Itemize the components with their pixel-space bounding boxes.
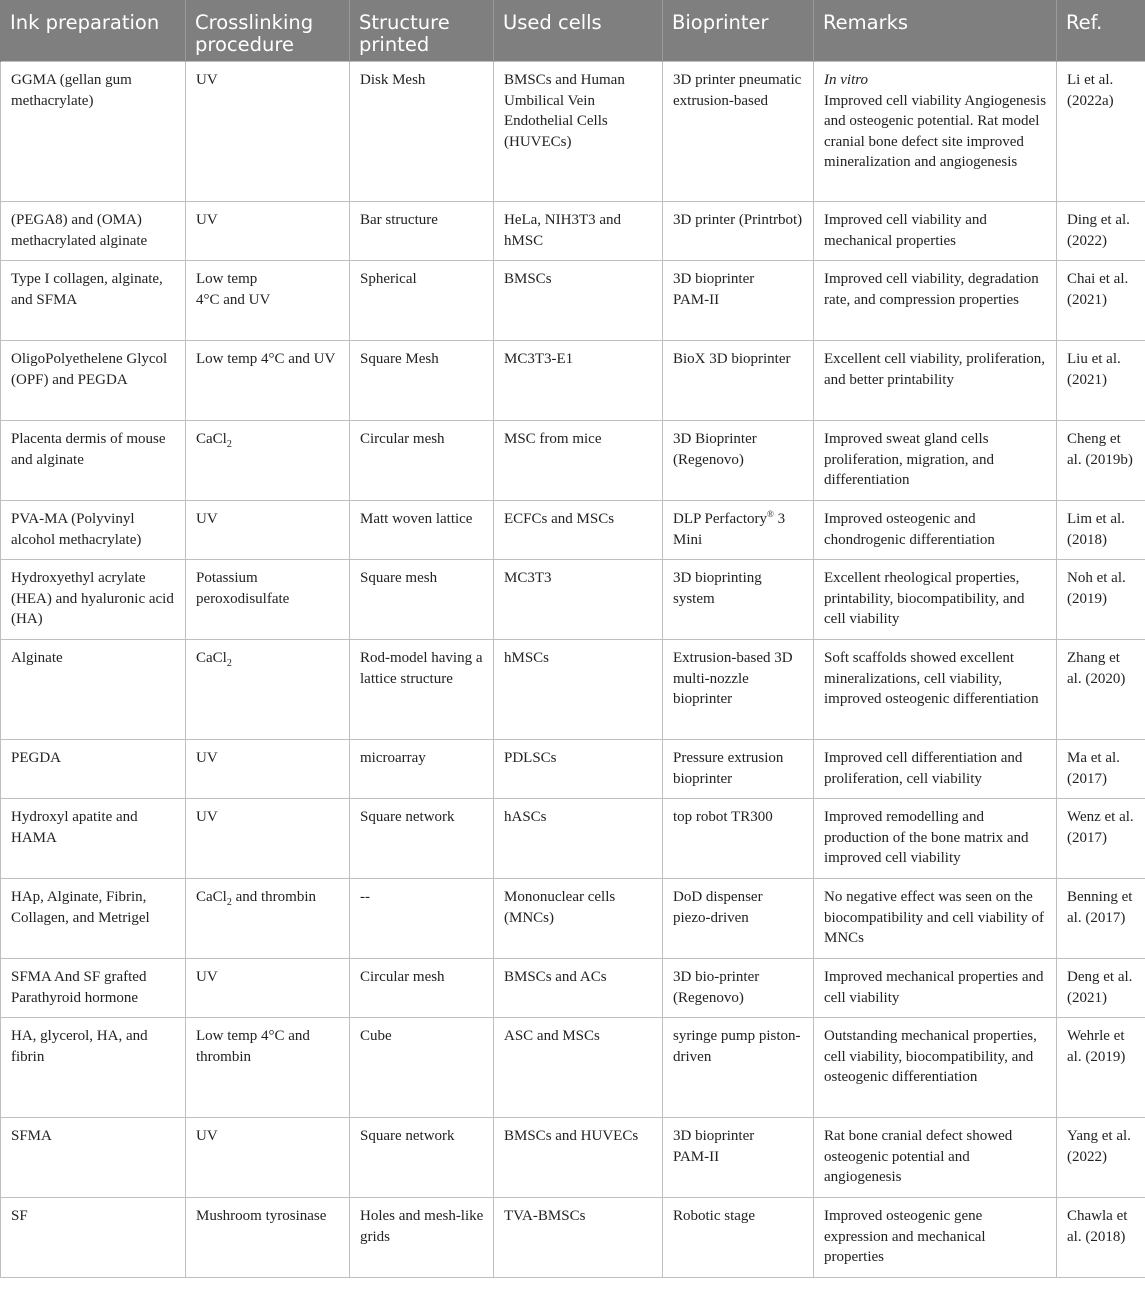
header-crosslinking-procedure: Crosslinking procedure xyxy=(186,0,350,62)
cell-ink: PVA-MA (Polyvinyl alcohol methacrylate) xyxy=(1,501,186,560)
printer-line: DoD dispenser xyxy=(673,889,763,905)
cell-ink: GGMA (gellan gum methacrylate) xyxy=(1,62,186,202)
cell-crosslink: Low temp 4°C and UV xyxy=(186,341,350,421)
cell-cells: ECFCs and MSCs xyxy=(494,501,663,560)
cell-cells: hASCs xyxy=(494,799,663,879)
cell-remarks: Improved remodelling and production of the bone matrix and improved cell viability xyxy=(814,799,1057,879)
cell-structure: Bar structure xyxy=(350,202,494,261)
cell-crosslink: UV xyxy=(186,959,350,1018)
cell-printer: Robotic stage xyxy=(663,1198,814,1278)
cell-crosslink: UV xyxy=(186,202,350,261)
cell-cells: MC3T3-E1 xyxy=(494,341,663,421)
cell-ink: Placenta dermis of mouse and alginate xyxy=(1,421,186,501)
header-remarks: Remarks xyxy=(814,0,1057,62)
table-row xyxy=(1,501,1145,560)
cell-remarks: Improved cell viability, degradation rate, and compression properties xyxy=(814,261,1057,341)
table-row xyxy=(1,879,1145,959)
cell-cells: ASC and MSCs xyxy=(494,1018,663,1118)
cell-ref: Wenz et al. (2017) xyxy=(1057,799,1145,879)
cell-structure: Disk Mesh xyxy=(350,62,494,202)
cell-structure: Square network xyxy=(350,799,494,879)
cell-remarks: Improved osteogenic and chondrogenic differentiation xyxy=(814,501,1057,560)
printer-name: DLP Perfactory xyxy=(673,511,767,527)
table-row xyxy=(1,740,1145,799)
cell-ref: Ma et al. (2017) xyxy=(1057,740,1145,799)
cell-cells: PDLSCs xyxy=(494,740,663,799)
cell-ink: Type I collagen, alginate, and SFMA xyxy=(1,261,186,341)
printer-line: 3D bioprinter xyxy=(673,1128,755,1144)
cell-ref: Benning et al. (2017) xyxy=(1057,879,1145,959)
cell-crosslink: UV xyxy=(186,740,350,799)
cell-printer: 3D printer (Printrbot) xyxy=(663,202,814,261)
printer-suffix: 3 Mini xyxy=(673,511,786,548)
crosslink-subscript: 2 xyxy=(226,439,232,450)
crosslink-base: CaCl xyxy=(196,650,227,666)
cell-crosslink: Low temp 4°C and thrombin xyxy=(186,1018,350,1118)
table-row xyxy=(1,640,1145,740)
cell-ref: Zhang et al. (2020) xyxy=(1057,640,1145,740)
crosslink-line: Low temp xyxy=(196,271,258,287)
header-ink-preparation: Ink preparation xyxy=(1,0,186,62)
cell-printer xyxy=(663,501,814,560)
cell-crosslink xyxy=(186,261,350,341)
cell-printer xyxy=(663,879,814,959)
cell-ink: HAp, Alginate, Fibrin, Collagen, and Metrigel xyxy=(1,879,186,959)
cell-ref: Chawla et al. (2018) xyxy=(1057,1198,1145,1278)
header-structure-printed: Structure printed xyxy=(350,0,494,62)
cell-ref: Cheng et al. (2019b) xyxy=(1057,421,1145,501)
cell-ref: Deng et al. (2021) xyxy=(1057,959,1145,1018)
table-row xyxy=(1,341,1145,421)
cell-crosslink: UV xyxy=(186,501,350,560)
header-ref: Ref. xyxy=(1057,0,1145,62)
cell-remarks: Improved cell viability and mechanical properties xyxy=(814,202,1057,261)
cell-cells: BMSCs and ACs xyxy=(494,959,663,1018)
cell-cells: TVA-BMSCs xyxy=(494,1198,663,1278)
cell-crosslink: UV xyxy=(186,1118,350,1198)
cell-ref: Liu et al. (2021) xyxy=(1057,341,1145,421)
cell-cells: MC3T3 xyxy=(494,560,663,640)
cell-printer: 3D bio-printer (Regenovo) xyxy=(663,959,814,1018)
cell-ink: PEGDA xyxy=(1,740,186,799)
table-row xyxy=(1,1118,1145,1198)
cell-ref: Li et al. (2022a) xyxy=(1057,62,1145,202)
cell-structure: Spherical xyxy=(350,261,494,341)
cell-structure: Square network xyxy=(350,1118,494,1198)
cell-remarks: Improved sweat gland cells proliferation, migration, and differentiation xyxy=(814,421,1057,501)
table-row xyxy=(1,1018,1145,1118)
crosslink-base: CaCl xyxy=(196,889,227,905)
cell-cells: hMSCs xyxy=(494,640,663,740)
printer-line: piezo-driven xyxy=(673,909,749,926)
cell-structure: Cube xyxy=(350,1018,494,1118)
cell-remarks: Improved osteogenic gene expression and mechanical properties xyxy=(814,1198,1057,1278)
cell-cells: Mononuclear cells (MNCs) xyxy=(494,879,663,959)
cell-crosslink xyxy=(186,421,350,501)
cell-remarks: Outstanding mechanical properties, cell viability, biocompatibility, and osteogenic differentiation xyxy=(814,1018,1057,1118)
cell-ink: SFMA xyxy=(1,1118,186,1198)
cell-ink: (PEGA8) and (OMA) methacrylated alginate xyxy=(1,202,186,261)
cell-ink: Hydroxyl apatite and HAMA xyxy=(1,799,186,879)
remarks-text: Improved cell viability Angiogenesis and osteogenic potential. Rat model cranial bone defect site improved mineralization and angiogenesis xyxy=(824,92,1047,170)
cell-printer: 3D printer pneumatic extrusion-based xyxy=(663,62,814,202)
header-row xyxy=(1,0,1145,62)
cell-remarks: Excellent cell viability, proliferation, and better printability xyxy=(814,341,1057,421)
cell-structure: Rod-model having a lattice structure xyxy=(350,640,494,740)
cell-ref: Yang et al. (2022) xyxy=(1057,1118,1145,1198)
cell-ref: Wehrle et al. (2019) xyxy=(1057,1018,1145,1118)
cell-remarks: Improved cell differentiation and proliferation, cell viability xyxy=(814,740,1057,799)
cell-structure: Holes and mesh-like grids xyxy=(350,1198,494,1278)
cell-crosslink: Mushroom tyrosinase xyxy=(186,1198,350,1278)
crosslink-subscript: 2 xyxy=(226,897,232,908)
cell-ink: Hydroxyethyl acrylate (HEA) and hyaluronic acid (HA) xyxy=(1,560,186,640)
cell-crosslink: UV xyxy=(186,799,350,879)
cell-remarks: Rat bone cranial defect showed osteogenic potential and angiogenesis xyxy=(814,1118,1057,1198)
table-row xyxy=(1,62,1145,202)
cell-structure: Square mesh xyxy=(350,560,494,640)
cell-ink: Alginate xyxy=(1,640,186,740)
cell-ref: Noh et al. (2019) xyxy=(1057,560,1145,640)
cell-printer: 3D bioprinting system xyxy=(663,560,814,640)
table-row xyxy=(1,959,1145,1018)
cell-crosslink xyxy=(186,640,350,740)
cell-printer: Extrusion-based 3D multi-nozzle bioprinter xyxy=(663,640,814,740)
crosslink-base: CaCl xyxy=(196,431,227,447)
cell-printer: BioX 3D bioprinter xyxy=(663,341,814,421)
cell-remarks: Excellent rheological properties, printability, biocompatibility, and cell viability xyxy=(814,560,1057,640)
cell-printer: Pressure extrusion bioprinter xyxy=(663,740,814,799)
remarks-italic: In vitro xyxy=(824,72,869,88)
cell-cells: BMSCs xyxy=(494,261,663,341)
cell-structure: -- xyxy=(350,879,494,959)
cell-cells: BMSCs and Human Umbilical Vein Endothelial Cells (HUVECs) xyxy=(494,62,663,202)
printer-line: 3D bioprinter xyxy=(673,271,755,287)
cell-printer xyxy=(663,1118,814,1198)
cell-remarks: Improved mechanical properties and cell viability xyxy=(814,959,1057,1018)
cell-remarks: No negative effect was seen on the biocompatibility and cell viability of MNCs xyxy=(814,879,1057,959)
registered-mark: ® xyxy=(767,509,774,519)
table-row xyxy=(1,202,1145,261)
cell-printer: top robot TR300 xyxy=(663,799,814,879)
cell-printer: syringe pump piston-driven xyxy=(663,1018,814,1118)
table-row xyxy=(1,560,1145,640)
table-row xyxy=(1,421,1145,501)
cell-ref: Chai et al. (2021) xyxy=(1057,261,1145,341)
cell-crosslink xyxy=(186,879,350,959)
cell-ref: Lim et al. (2018) xyxy=(1057,501,1145,560)
table-row xyxy=(1,1198,1145,1278)
cell-printer: 3D Bioprinter (Regenovo) xyxy=(663,421,814,501)
cell-remarks: Soft scaffolds showed excellent mineralizations, cell viability, improved osteogenic differentiation xyxy=(814,640,1057,740)
cell-ink: OligoPolyethelene Glycol (OPF) and PEGDA xyxy=(1,341,186,421)
cell-remarks xyxy=(814,62,1057,202)
cell-structure: Circular mesh xyxy=(350,421,494,501)
crosslink-suffix: and thrombin xyxy=(231,889,316,905)
header-used-cells: Used cells xyxy=(494,0,663,62)
cell-ink: SFMA And SF grafted Parathyroid hormone xyxy=(1,959,186,1018)
printer-line: PAM-II xyxy=(673,1148,720,1165)
cell-ink: SF xyxy=(1,1198,186,1278)
cell-cells: HeLa, NIH3T3 and hMSC xyxy=(494,202,663,261)
cell-ink: HA, glycerol, HA, and fibrin xyxy=(1,1018,186,1118)
cell-printer xyxy=(663,261,814,341)
cell-cells: BMSCs and HUVECs xyxy=(494,1118,663,1198)
crosslink-subscript: 2 xyxy=(226,658,232,669)
cell-crosslink: UV xyxy=(186,62,350,202)
cell-structure: Matt woven lattice xyxy=(350,501,494,560)
cell-structure: Square Mesh xyxy=(350,341,494,421)
table-row xyxy=(1,261,1145,341)
header-bioprinter: Bioprinter xyxy=(663,0,814,62)
table-row xyxy=(1,799,1145,879)
cell-ref: Ding et al. (2022) xyxy=(1057,202,1145,261)
cell-structure: microarray xyxy=(350,740,494,799)
cell-cells: MSC from mice xyxy=(494,421,663,501)
crosslink-line: 4°C and UV xyxy=(196,291,271,308)
cell-structure: Circular mesh xyxy=(350,959,494,1018)
cell-crosslink: Potassium peroxodisulfate xyxy=(186,560,350,640)
printer-line: PAM-II xyxy=(673,291,720,308)
